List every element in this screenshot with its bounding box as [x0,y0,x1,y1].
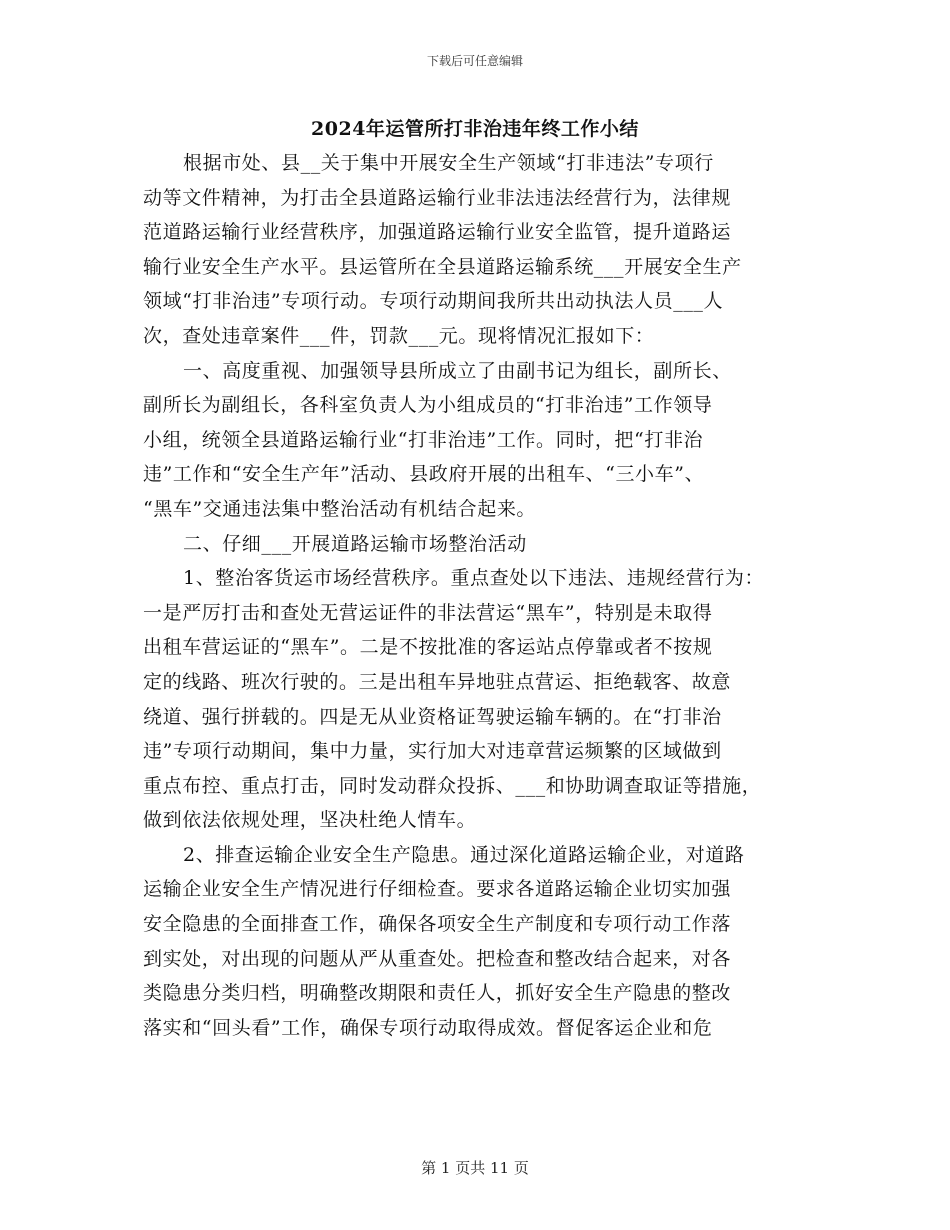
body-line: 安全隐患的全面排查工作，确保各项安全生产制度和专项行动工作落 [143,913,732,936]
body-line: 范道路运输行业经营秩序，加强道路运输行业安全监管，提升道路运 [143,221,732,244]
body-line: 违”工作和“安全生产年”活动、县政府开展的出租车、“三小车”、 [143,463,705,486]
body-line: 动等文件精神，为打击全县道路运输行业非法违法经营行为，法律规 [143,186,732,209]
body-line: 1、整治客货运市场经营秩序。重点查处以下违法、违规经营行为： [183,567,765,590]
body-line: 一、高度重视、加强领导县所成立了由副书记为组长，副所长、 [183,359,732,382]
body-line: 二、仔细___开展道路运输市场整治活动 [183,532,527,555]
body-line: 做到依法依规处理，坚决杜绝人情车。 [143,809,477,832]
body-line: 领域“打非治违”专项行动。专项行动期间我所共出动执法人员___人 [143,290,724,313]
body-line: 重点布控、重点打击，同时发动群众投拆、___和协助调查取证等措施， [143,774,762,797]
page-header-note: 下载后可任意编辑 [426,54,523,68]
body-line: 根据市处、县__关于集中开展安全生产领域“打非违法”专项行 [183,152,714,174]
page-number-footer: 第 1 页共 11 页 [421,1159,529,1177]
body-line: 出租车营运证的“黑车”。二是不按批准的客运站点停靠或者不按规 [143,636,713,659]
body-line: 2、排查运输企业安全生产隐患。通过深化道路运输企业，对道路 [183,843,745,866]
body-line: 运输企业安全生产情况进行仔细检查。要求各道路运输企业切实加强 [143,878,732,901]
body-line: 绕道、强行拼载的。四是无从业资格证驾驶运输车辆的。在“打非治 [143,705,722,728]
document-body [143,146,809,1045]
body-line: 违”专项行动期间，集中力量，实行加大对违章营运频繁的区域做到 [143,740,722,763]
body-line: 定的线路、班次行驶的。三是出租车异地驻点营运、拒绝载客、故意 [143,670,732,693]
body-line: “黑车”交通违法集中整治活动有机结合起来。 [143,497,537,520]
body-line: 输行业安全生产水平。县运管所在全县道路运输系统___开展安全生产 [143,255,742,278]
body-line: 副所长为副组长，各科室负责人为小组成员的“打非治违”工作领导 [143,394,713,417]
body-line: 小组，统领全县道路运输行业“打非治违”工作。同时，把“打非治 [143,428,704,451]
body-line: 落实和“回头看”工作，确保专项行动取得成效。督促客运企业和危 [143,1016,713,1039]
document-title: 2024年运管所打非治违年终工作小结 [311,118,639,140]
body-line: 一是严厉打击和查处无营运证件的非法营运“黑车”，特别是未取得 [143,601,713,624]
body-line: 到实处，对出现的问题从严从重查处。把检查和整改结合起来，对各 [143,947,732,970]
body-line: 次，查处违章案件___件，罚款___元。现将情况汇报如下： [143,324,655,347]
body-line: 类隐患分类归档，明确整改期限和责任人，抓好安全生产隐患的整改 [143,982,732,1005]
